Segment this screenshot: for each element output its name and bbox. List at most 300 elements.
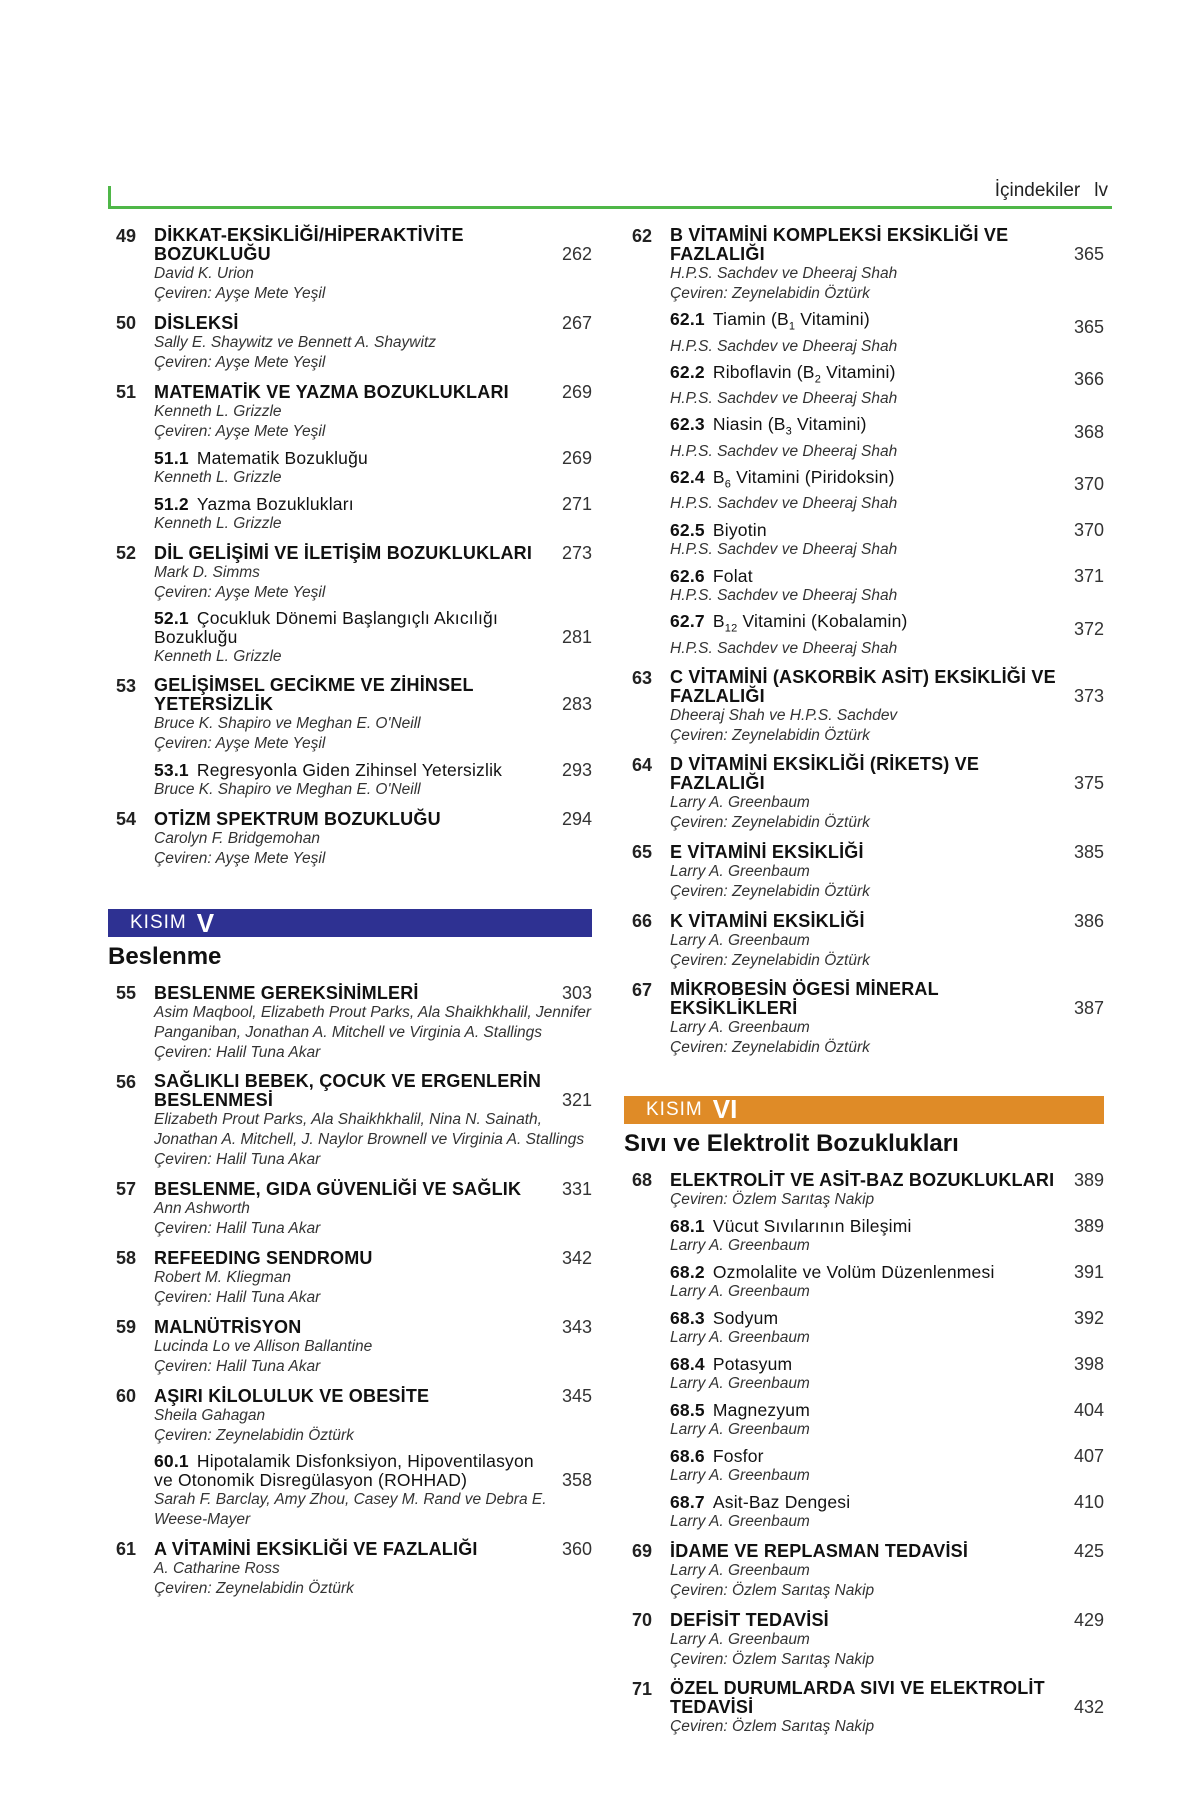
toc-entry[interactable] xyxy=(108,1179,592,1239)
subchapter-page: 366 xyxy=(1073,369,1104,389)
subchapter-number: 62.1 xyxy=(670,309,705,329)
part-section-v xyxy=(108,909,592,1599)
chapter-number: 53 xyxy=(116,676,137,696)
part-banner xyxy=(624,1096,1104,1124)
chapter-number: 69 xyxy=(632,1540,653,1561)
chapter-title: D VİTAMİNİ EKSİKLİĞİ (RİKETS) VE FAZLALIĞI xyxy=(670,753,980,793)
chapter-number: 61 xyxy=(116,1539,137,1559)
header-accent-tick xyxy=(108,186,111,208)
subchapter-title-row xyxy=(670,566,1104,586)
chapter-title-row xyxy=(154,1072,592,1110)
subchapter-page: 392 xyxy=(1073,1307,1104,1328)
chapter-page: 331 xyxy=(561,1179,592,1199)
chapter-translator: Çeviren: Halil Tuna Akar xyxy=(154,1151,321,1168)
subchapter-entry[interactable] xyxy=(670,612,1104,659)
chapter-page: 345 xyxy=(561,1386,592,1406)
subchapter-title-text: Sodyum xyxy=(712,1307,779,1328)
subscript: 1 xyxy=(788,320,796,333)
subchapter-author: Larry A. Greenbaum xyxy=(670,1420,810,1438)
subchapter-author: Sarah F. Barclay, Amy Zhou, Casey M. Rand ve Debra E. Weese-Mayer xyxy=(154,1491,547,1528)
subchapter-number: 68.1 xyxy=(670,1215,705,1236)
chapter-title: DEFİSİT TEDAVİSİ xyxy=(670,1609,829,1630)
subchapter-number: 68.3 xyxy=(670,1307,705,1328)
subchapter-title-text: Riboflavin (B xyxy=(712,361,815,382)
subchapter-title-row xyxy=(670,1492,1104,1512)
subchapter-title-row xyxy=(670,1446,1104,1466)
subchapter-page: 271 xyxy=(561,494,592,514)
subchapter-number: 62.3 xyxy=(670,414,705,434)
toc-entry[interactable] xyxy=(624,755,1104,833)
part-roman: VI xyxy=(712,1094,738,1124)
toc-entry[interactable] xyxy=(624,980,1104,1058)
chapter-page: 365 xyxy=(1073,244,1104,264)
subchapter-page: 404 xyxy=(1073,1399,1104,1420)
chapter-author: Ann Ashworth xyxy=(154,1200,250,1217)
chapter-author: Lucinda Lo ve Allison Ballantine xyxy=(154,1338,373,1355)
chapter-title: K VİTAMİNİ EKSİKLİĞİ xyxy=(670,910,865,931)
subchapter-title-row xyxy=(154,609,592,647)
subchapter-entry[interactable] xyxy=(670,468,1104,515)
chapter-title-row xyxy=(670,668,1104,706)
chapter-author: Mark D. Simms xyxy=(154,564,260,581)
chapter-title: B VİTAMİNİ KOMPLEKSİ EKSİKLİĞİ VE FAZLALIĞI xyxy=(670,225,1009,264)
chapter-page: 283 xyxy=(561,694,592,714)
header-rule xyxy=(108,206,1112,209)
subchapter-title-row xyxy=(670,612,1104,639)
subchapter-number: 62.4 xyxy=(670,466,705,487)
toc-entry[interactable] xyxy=(624,1541,1104,1601)
chapter-author: Sally E. Shaywitz ve Bennett A. Shaywitz xyxy=(154,334,436,351)
subchapter-page: 365 xyxy=(1073,316,1104,337)
subchapter-title xyxy=(670,1401,1058,1420)
subchapter-title-text: Matematik Bozukluğu xyxy=(196,448,368,468)
subchapter-title-text: Folat xyxy=(712,566,753,586)
subchapter-entry[interactable] xyxy=(154,760,592,800)
toc-entry[interactable] xyxy=(624,668,1104,746)
chapter-number: 58 xyxy=(116,1248,137,1268)
subchapter-entry[interactable] xyxy=(670,1400,1104,1440)
subchapter-author: H.P.S. Sachdev ve Dheeraj Shah xyxy=(670,495,898,512)
chapter-translator: Çeviren: Özlem Sarıtaş Nakip xyxy=(670,1650,875,1668)
chapter-title-row xyxy=(154,313,592,333)
subchapter-author: Larry A. Greenbaum xyxy=(670,1466,810,1484)
subchapter-number: 62.2 xyxy=(670,361,705,382)
chapter-translator: Çeviren: Halil Tuna Akar xyxy=(154,1358,321,1375)
subchapter-number: 51.1 xyxy=(154,448,189,468)
chapter-author: Dheeraj Shah ve H.P.S. Sachdev xyxy=(670,706,898,724)
chapter-number: 55 xyxy=(116,983,137,1003)
chapter-title: AŞIRI KİLOLULUK VE OBESİTE xyxy=(154,1386,430,1406)
chapter-number: 50 xyxy=(116,313,137,333)
subscript: 3 xyxy=(785,425,792,438)
chapter-page: 303 xyxy=(561,983,592,1003)
subchapter-title-text: Asit-Baz Dengesi xyxy=(712,1491,851,1512)
chapter-translator: Çeviren: Zeynelabidin Öztürk xyxy=(670,1038,870,1056)
subchapter-title-text: Yazma Bozuklukları xyxy=(196,494,354,514)
subchapter-title-row xyxy=(670,415,1104,442)
chapter-title: GELİŞİMSEL GECİKME VE ZİHİNSEL YETERSİZLİK xyxy=(154,675,474,714)
chapter-author: Elizabeth Prout Parks, Ala Shaikhkhalil, Nina N. Sainath, Jonathan A. Mitchell, J. Naylor Brownell ve Virginia A. Stallings xyxy=(154,1111,585,1148)
chapter-title-row xyxy=(670,1610,1104,1630)
chapter-author: Larry A. Greenbaum xyxy=(670,1630,810,1648)
toc-entry[interactable] xyxy=(108,676,592,800)
subchapter-number: 68.5 xyxy=(670,1399,705,1420)
chapter-page: 375 xyxy=(1073,772,1104,793)
subchapter-page: 370 xyxy=(1073,520,1104,540)
chapter-title: ELEKTROLİT VE ASİT-BAZ BOZUKLUKLARI xyxy=(670,1169,1055,1190)
subchapter-author: Larry A. Greenbaum xyxy=(670,1236,810,1254)
toc-entry[interactable] xyxy=(108,1248,592,1308)
chapter-title: OTİZM SPEKTRUM BOZUKLUĞU xyxy=(154,809,441,829)
part-section-vi xyxy=(624,1096,1104,1737)
chapter-number: 49 xyxy=(116,226,137,246)
chapter-title: MATEMATİK VE YAZMA BOZUKLUKLARI xyxy=(154,382,509,402)
chapter-author: Carolyn F. Bridgemohan xyxy=(154,830,320,847)
chapter-number: 66 xyxy=(632,910,653,931)
chapter-title-row xyxy=(154,382,592,402)
subchapter-entry[interactable] xyxy=(670,1446,1104,1486)
subchapter-title xyxy=(670,1447,1058,1466)
subchapter-page: 410 xyxy=(1073,1491,1104,1512)
subchapter-entry[interactable] xyxy=(670,1216,1104,1256)
subchapter-title xyxy=(670,521,1058,540)
chapter-number: 60 xyxy=(116,1386,137,1406)
toc-entry[interactable] xyxy=(108,1539,592,1599)
subchapter-page: 269 xyxy=(561,448,592,468)
chapter-number: 64 xyxy=(632,754,653,775)
chapter-author: H.P.S. Sachdev ve Dheeraj Shah xyxy=(670,265,898,282)
running-header-title: İçindekiler xyxy=(994,180,1081,201)
subchapter-author: Kenneth L. Grizzle xyxy=(154,469,282,486)
subchapter-title-rest: Vitamini (Kobalamin) xyxy=(737,611,908,631)
chapter-translator: Çeviren: Özlem Sarıtaş Nakip xyxy=(670,1581,875,1599)
subchapter-title xyxy=(670,310,1058,337)
part-label: KISIM xyxy=(646,1098,703,1120)
chapter-page: 342 xyxy=(561,1248,592,1268)
chapter-title: SAĞLIKLI BEBEK, ÇOCUK VE ERGENLERİN BESLENMESİ xyxy=(154,1071,542,1110)
chapter-translator: Çeviren: Zeynelabidin Öztürk xyxy=(154,1427,354,1444)
subchapter-author: H.P.S. Sachdev ve Dheeraj Shah xyxy=(670,442,898,460)
subchapter-title-text: Tiamin (B xyxy=(712,309,789,329)
subchapter-number: 68.2 xyxy=(670,1261,705,1282)
chapter-translator: Çeviren: Halil Tuna Akar xyxy=(154,1044,321,1061)
subchapter-number: 60.1 xyxy=(154,1451,189,1471)
chapter-page: 321 xyxy=(561,1090,592,1110)
page-number: lv xyxy=(1094,180,1108,201)
chapter-title-row xyxy=(154,543,592,563)
chapter-number: 54 xyxy=(116,809,137,829)
subchapter-title-row xyxy=(670,1354,1104,1374)
subchapter-author: Larry A. Greenbaum xyxy=(670,1512,810,1530)
subchapter-entry[interactable] xyxy=(670,415,1104,462)
chapter-author: Robert M. Kliegman xyxy=(154,1269,291,1286)
subchapter-entry[interactable] xyxy=(670,1262,1104,1302)
subchapter-page: 372 xyxy=(1073,618,1104,639)
subchapter-title xyxy=(154,609,546,647)
chapter-title-row xyxy=(670,1679,1104,1717)
chapter-number: 62 xyxy=(632,226,653,246)
chapter-title-row xyxy=(154,1179,592,1199)
chapter-translator: Çeviren: Halil Tuna Akar xyxy=(154,1289,321,1306)
chapter-title-row xyxy=(670,1170,1104,1190)
subchapter-title xyxy=(670,363,1058,390)
subchapter-entry[interactable] xyxy=(154,494,592,534)
subchapter-entry[interactable] xyxy=(670,1354,1104,1394)
toc-column-right xyxy=(624,226,1104,1737)
subchapter-title-text: Potasyum xyxy=(712,1353,793,1374)
subchapter-number: 51.2 xyxy=(154,494,189,514)
chapter-translator: Çeviren: Zeynelabidin Öztürk xyxy=(670,813,870,831)
chapter-page: 385 xyxy=(1073,841,1104,862)
subchapter-page: 370 xyxy=(1073,474,1104,494)
toc-entry[interactable] xyxy=(624,1679,1104,1737)
subchapter-title-text: Hipotalamik Disfonksiyon, Hipoventilasyon ve Otonomik Disregülasyon (ROHHAD) xyxy=(154,1451,534,1490)
toc-entries-part-vi xyxy=(624,1170,1104,1737)
subchapter-title-row xyxy=(154,448,592,468)
subchapter-author: Larry A. Greenbaum xyxy=(670,1328,810,1346)
chapter-title-row xyxy=(670,842,1104,862)
subchapter-title-row xyxy=(670,1400,1104,1420)
subchapter-author: Bruce K. Shapiro ve Meghan E. O'Neill xyxy=(154,781,421,798)
part-banner xyxy=(108,909,592,937)
subchapter-number: 52.1 xyxy=(154,608,189,628)
chapter-translator: Çeviren: Halil Tuna Akar xyxy=(154,1220,321,1237)
chapter-number: 63 xyxy=(632,667,653,688)
chapter-title-row xyxy=(154,1248,592,1268)
toc-entry[interactable] xyxy=(108,226,592,304)
chapter-translator: Çeviren: Ayşe Mete Yeşil xyxy=(154,423,326,440)
chapter-page: 273 xyxy=(561,543,592,563)
chapter-translator: Çeviren: Zeynelabidin Öztürk xyxy=(670,285,870,302)
subchapter-title-row xyxy=(670,363,1104,390)
subchapter-entry[interactable] xyxy=(154,609,592,667)
subchapter-title-row xyxy=(154,1452,592,1490)
toc-entries-part-v xyxy=(108,983,592,1599)
chapter-title-row xyxy=(154,809,592,829)
subchapter-number: 62.6 xyxy=(670,566,705,586)
toc-entry[interactable] xyxy=(108,543,592,667)
chapter-page: 387 xyxy=(1073,997,1104,1018)
chapter-title: MALNÜTRİSYON xyxy=(154,1317,302,1337)
subchapter-entry[interactable] xyxy=(154,448,592,488)
toc-entry[interactable] xyxy=(108,809,592,869)
toc-entry[interactable] xyxy=(624,842,1104,902)
chapter-page: 386 xyxy=(1073,910,1104,931)
subchapter-title xyxy=(154,1452,546,1490)
chapter-number: 56 xyxy=(116,1072,137,1092)
subchapter-page: 391 xyxy=(1073,1261,1104,1282)
subchapter-entry[interactable] xyxy=(670,363,1104,410)
subchapter-entry[interactable] xyxy=(670,1308,1104,1348)
chapter-translator: Çeviren: Ayşe Mete Yeşil xyxy=(154,735,326,752)
subchapter-title-text: Vücut Sıvılarının Bileşimi xyxy=(712,1215,912,1236)
toc-entry[interactable] xyxy=(108,1386,592,1530)
chapter-page: 360 xyxy=(561,1539,592,1559)
subchapter-page: 389 xyxy=(1073,1215,1104,1236)
subchapter-title-text: Regresyonla Giden Zihinsel Yetersizlik xyxy=(196,760,503,780)
subchapter-entry[interactable] xyxy=(670,1492,1104,1532)
subchapter-entry[interactable] xyxy=(154,1452,592,1530)
chapter-title: DİKKAT-EKSİKLİĞİ/HİPERAKTİVİTE BOZUKLUĞU xyxy=(154,225,464,264)
subchapter-number: 68.4 xyxy=(670,1353,705,1374)
subchapter-author: H.P.S. Sachdev ve Dheeraj Shah xyxy=(670,390,898,407)
subchapter-author: H.P.S. Sachdev ve Dheeraj Shah xyxy=(670,541,898,558)
subchapter-title-text: B xyxy=(712,466,725,487)
subchapter-number: 53.1 xyxy=(154,760,189,780)
chapter-page: 343 xyxy=(561,1317,592,1337)
chapter-page: 269 xyxy=(561,382,592,402)
toc-entry[interactable] xyxy=(108,1072,592,1170)
subchapter-title xyxy=(670,415,1058,442)
subchapter-author: Larry A. Greenbaum xyxy=(670,1374,810,1392)
toc-column-left xyxy=(108,226,592,1599)
chapter-title: DİL GELİŞİMİ VE İLETİŞİM BOZUKLUKLARI xyxy=(154,543,533,563)
chapter-number: 70 xyxy=(632,1609,653,1630)
subscript: 6 xyxy=(724,478,732,490)
subchapter-title xyxy=(670,1263,1058,1282)
chapter-number: 57 xyxy=(116,1179,137,1199)
subchapter-number: 62.5 xyxy=(670,520,705,540)
chapter-title: E VİTAMİNİ EKSİKLİĞİ xyxy=(670,841,864,862)
toc-entry[interactable] xyxy=(108,382,592,534)
subchapter-page: 358 xyxy=(561,1470,592,1490)
chapter-page: 429 xyxy=(1073,1609,1104,1630)
chapter-author: Kenneth L. Grizzle xyxy=(154,403,282,420)
subchapter-entry[interactable] xyxy=(670,566,1104,606)
subchapter-author: Kenneth L. Grizzle xyxy=(154,648,282,665)
chapter-translator: Çeviren: Ayşe Mete Yeşil xyxy=(154,285,326,302)
toc-entry[interactable] xyxy=(108,1317,592,1377)
chapter-translator: Çeviren: Ayşe Mete Yeşil xyxy=(154,584,326,601)
subchapter-page: 293 xyxy=(561,760,592,780)
chapter-author: A. Catharine Ross xyxy=(154,1560,280,1577)
chapter-title-row xyxy=(154,1539,592,1559)
chapter-page: 425 xyxy=(1073,1540,1104,1561)
part-roman: V xyxy=(196,907,215,938)
subchapter-number: 62.7 xyxy=(670,611,705,631)
chapter-title: İDAME VE REPLASMAN TEDAVİSİ xyxy=(670,1540,969,1561)
subchapter-page: 371 xyxy=(1073,566,1104,586)
chapter-author: Larry A. Greenbaum xyxy=(670,931,810,949)
subchapter-title xyxy=(670,1355,1058,1374)
subchapter-title-text: Çocukluk Dönemi Başlangıçlı Akıcılığı Bozukluğu xyxy=(154,608,499,647)
chapter-author: David K. Urion xyxy=(154,265,254,282)
subchapter-title-row xyxy=(670,310,1104,337)
running-header xyxy=(995,180,1108,202)
toc-entry[interactable] xyxy=(624,1610,1104,1670)
chapter-number: 71 xyxy=(632,1678,653,1699)
toc-entry[interactable] xyxy=(624,226,1104,659)
part-label: KISIM xyxy=(130,912,187,933)
toc-entry[interactable] xyxy=(108,983,592,1063)
chapter-number: 65 xyxy=(632,841,653,862)
subchapter-title-row xyxy=(670,1216,1104,1236)
subchapter-page: 398 xyxy=(1073,1353,1104,1374)
chapter-page: 262 xyxy=(561,244,592,264)
subchapter-page: 407 xyxy=(1073,1445,1104,1466)
toc-entry[interactable] xyxy=(624,1170,1104,1532)
subchapter-author: Larry A. Greenbaum xyxy=(670,1282,810,1300)
subchapter-title-text: Magnezyum xyxy=(712,1399,810,1420)
chapter-page: 373 xyxy=(1073,685,1104,706)
chapter-author: Larry A. Greenbaum xyxy=(670,793,810,811)
chapter-translator: Çeviren: Zeynelabidin Öztürk xyxy=(670,951,870,969)
chapter-title-row xyxy=(670,1541,1104,1561)
subchapter-title xyxy=(154,449,546,468)
subchapter-title-text: Niasin (B xyxy=(712,414,786,434)
chapter-number: 59 xyxy=(116,1317,137,1337)
chapter-title: ÖZEL DURUMLARDA SIVI VE ELEKTROLİT TEDAVİSİ xyxy=(670,1677,1045,1717)
subchapter-title-row xyxy=(154,760,592,780)
subchapter-title-row xyxy=(670,468,1104,495)
chapter-title-row xyxy=(154,1317,592,1337)
part-title: Sıvı ve Elektrolit Bozuklukları xyxy=(624,1129,959,1157)
chapter-page: 267 xyxy=(561,313,592,333)
chapter-title: A VİTAMİNİ EKSİKLİĞİ VE FAZLALIĞI xyxy=(154,1539,478,1559)
subchapter-title-row xyxy=(670,1308,1104,1328)
chapter-page: 432 xyxy=(1073,1696,1104,1717)
subchapter-title xyxy=(670,1217,1058,1236)
subchapter-number: 68.6 xyxy=(670,1445,705,1466)
chapter-translator: Çeviren: Ayşe Mete Yeşil xyxy=(154,850,326,867)
chapter-author: Asim Maqbool, Elizabeth Prout Parks, Ala Shaikhkhalil, Jennifer Panganiban, Jonathan A. Mitchell ve Virginia A. Stallings xyxy=(154,1004,592,1041)
chapter-number: 67 xyxy=(632,979,653,1000)
toc-entries-right xyxy=(624,226,1104,1058)
chapter-title-row xyxy=(154,1386,592,1406)
subchapter-title xyxy=(670,612,1058,639)
subchapter-title-row xyxy=(670,520,1104,540)
subchapter-entry[interactable] xyxy=(670,310,1104,357)
chapter-author: Bruce K. Shapiro ve Meghan E. O'Neill xyxy=(154,715,421,732)
chapter-title: C VİTAMİNİ (ASKORBİK ASİT) EKSİKLİĞİ VE FAZLALIĞI xyxy=(670,666,1056,706)
toc-entries-left xyxy=(108,226,592,869)
subscript: 2 xyxy=(814,373,822,385)
subchapter-title xyxy=(670,567,1058,586)
toc-entry[interactable] xyxy=(108,313,592,373)
subchapter-title xyxy=(670,1309,1058,1328)
subchapter-title-text: Fosfor xyxy=(712,1445,764,1466)
chapter-translator: Çeviren: Zeynelabidin Öztürk xyxy=(670,882,870,900)
chapter-title-row xyxy=(670,980,1104,1018)
chapter-title: BESLENME, GIDA GÜVENLİĞİ VE SAĞLIK xyxy=(154,1179,522,1199)
toc-entry[interactable] xyxy=(624,911,1104,971)
chapter-translator: Çeviren: Özlem Sarıtaş Nakip xyxy=(670,1717,875,1735)
chapter-number: 52 xyxy=(116,543,137,563)
subchapter-entry[interactable] xyxy=(670,520,1104,560)
chapter-title-row xyxy=(154,983,592,1003)
subchapter-title-rest: Vitamini) xyxy=(821,361,896,382)
chapter-author: Larry A. Greenbaum xyxy=(670,1561,810,1579)
chapter-title: MİKROBESİN ÖGESİ MİNERAL EKSİKLİKLERİ xyxy=(670,978,939,1018)
subscript: 12 xyxy=(724,622,738,635)
chapter-title: DİSLEKSİ xyxy=(154,313,239,333)
subchapter-page: 281 xyxy=(561,627,592,647)
chapter-title: REFEEDING SENDROMU xyxy=(154,1248,373,1268)
chapter-title-row xyxy=(670,755,1104,793)
chapter-title: BESLENME GEREKSİNİMLERİ xyxy=(154,983,419,1003)
subchapter-title xyxy=(670,468,1058,495)
chapter-title-row xyxy=(154,676,592,714)
chapter-author: Sheila Gahagan xyxy=(154,1407,266,1424)
subchapter-title-row xyxy=(670,1262,1104,1282)
subchapter-author: H.P.S. Sachdev ve Dheeraj Shah xyxy=(670,639,898,657)
chapter-page: 389 xyxy=(1073,1169,1104,1190)
subchapter-title xyxy=(154,761,546,780)
subchapter-title-rest: Vitamini) xyxy=(792,414,867,434)
subchapter-title xyxy=(670,1493,1058,1512)
chapter-number: 51 xyxy=(116,382,137,402)
subchapter-title-rest: Vitamini (Piridoksin) xyxy=(731,466,895,487)
